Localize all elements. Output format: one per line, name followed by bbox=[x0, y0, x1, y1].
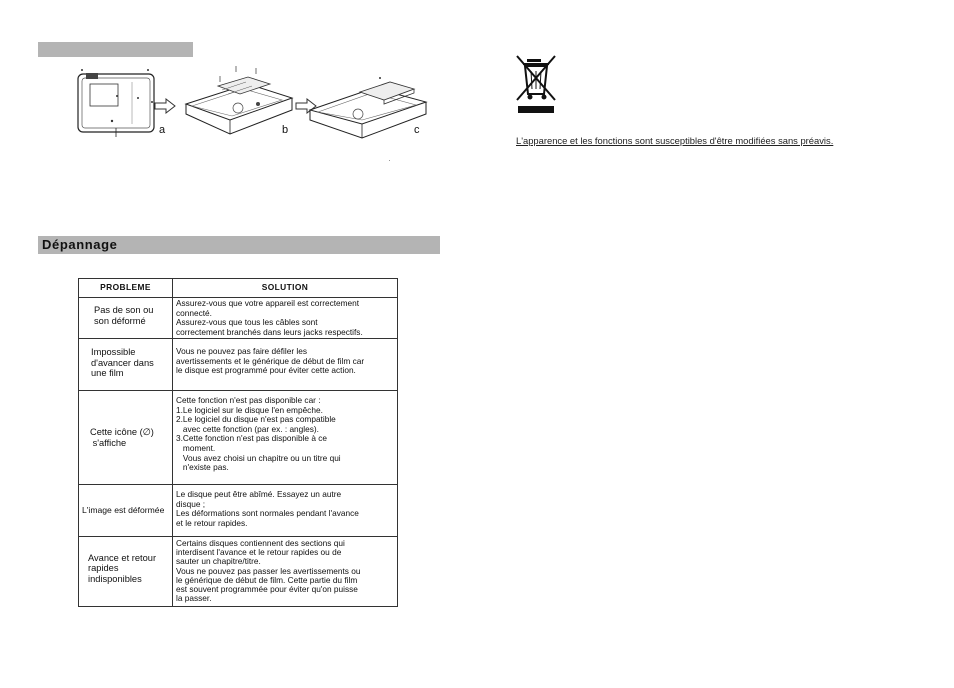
specifications-notice: L'apparence et les fonctions sont susceptibles d'être modifiées sans préavis. bbox=[516, 135, 834, 146]
solution-line: le générique de début de film. Cette partie du film bbox=[176, 574, 358, 585]
solution-line: le disque est programmé pour éviter cette action. bbox=[176, 365, 356, 376]
solution-line: 1.Le logiciel sur le disque l'en empêche. bbox=[176, 404, 323, 415]
solution-line: avec cette fonction (par ex. : angles). bbox=[176, 423, 319, 434]
problem-cell bbox=[79, 537, 173, 607]
problem-line: rapides bbox=[88, 563, 119, 574]
problem-line: Impossible bbox=[91, 347, 136, 357]
troubleshooting-table bbox=[78, 278, 398, 607]
solution-cell bbox=[173, 537, 398, 607]
header-probleme: PROBLEME bbox=[79, 279, 173, 298]
problem-line: indisponibles bbox=[88, 573, 142, 584]
solution-line: est souvent programmée pour éviter qu'on puisse bbox=[176, 584, 358, 595]
problem-line: une film bbox=[91, 368, 124, 379]
weee-crossed-bin-icon bbox=[514, 54, 558, 118]
battery-diagram-panel-b bbox=[178, 64, 298, 140]
problem-line: Cette icône (∅) bbox=[90, 426, 154, 437]
table-row bbox=[79, 339, 398, 391]
solution-line: connecté. bbox=[176, 307, 212, 318]
solution-cell bbox=[173, 391, 398, 485]
solution-line: Certains disques contiennent des sections qui bbox=[176, 538, 345, 548]
solution-line: disque ; bbox=[176, 498, 206, 509]
solution-line: 3.Cette fonction n'est pas disponible à ce bbox=[176, 433, 328, 444]
arrow-right-icon bbox=[154, 98, 176, 114]
diagram-label-a: a bbox=[159, 124, 166, 136]
solution-line: Assurez-vous que votre appareil est correctement bbox=[176, 298, 360, 308]
diagram-label-b: b bbox=[282, 124, 289, 136]
solution-line: Cette fonction n'est pas disponible car : bbox=[176, 395, 321, 405]
solution-cell bbox=[173, 339, 398, 391]
problem-line: d'avancer dans bbox=[91, 357, 154, 368]
problem-line: s'affiche bbox=[90, 437, 127, 448]
solution-line: sauter un chapitre/titre. bbox=[176, 556, 261, 567]
solution-line: Assurez-vous que tous les câbles sont bbox=[176, 317, 318, 328]
header-solution: SOLUTION bbox=[173, 279, 398, 298]
table-row bbox=[79, 298, 398, 339]
diagram-label-c: c bbox=[414, 124, 420, 136]
solution-cell bbox=[173, 298, 398, 339]
solution-line: Vous ne pouvez pas passer les avertissements ou bbox=[176, 565, 361, 576]
section-header-bar-battery bbox=[38, 42, 193, 57]
table-row bbox=[79, 485, 398, 537]
solution-line: la passer. bbox=[176, 593, 212, 604]
problem-line: son déformé bbox=[94, 315, 146, 326]
solution-line: interdisent l'avance et le retour rapides ou de bbox=[176, 547, 342, 558]
problem-line: Pas de son ou bbox=[94, 305, 154, 315]
solution-line: Les déformations sont normales pendant l'avance bbox=[176, 508, 359, 519]
problem-line: L'image est déformée bbox=[82, 505, 165, 516]
solution-cell bbox=[173, 485, 398, 537]
solution-line: Vous ne pouvez pas faire défiler les bbox=[176, 346, 307, 356]
problem-cell bbox=[79, 298, 173, 339]
solution-line: et le retour rapides. bbox=[176, 517, 248, 528]
problem-line: Avance et retour bbox=[88, 552, 157, 563]
solution-line: Vous avez choisi un chapitre ou un titre qui bbox=[176, 452, 341, 463]
table-header-row bbox=[79, 279, 398, 298]
table-row bbox=[79, 537, 398, 607]
solution-line: avertissements et le générique de début de film car bbox=[176, 355, 365, 366]
solution-line: moment. bbox=[176, 442, 216, 453]
problem-cell bbox=[79, 339, 173, 391]
solution-line: Le disque peut être abîmé. Essayez un autre bbox=[176, 489, 342, 499]
solution-line: correctement branchés dans leurs jacks respectifs. bbox=[176, 326, 363, 337]
table-row bbox=[79, 391, 398, 485]
scan-speck bbox=[389, 160, 390, 161]
problem-cell bbox=[79, 485, 173, 537]
section-title: Dépannage bbox=[42, 237, 118, 252]
problem-cell bbox=[79, 391, 173, 485]
solution-line: n'existe pas. bbox=[176, 462, 229, 473]
solution-line: 2.Le logiciel du disque n'est pas compatible bbox=[176, 414, 336, 425]
